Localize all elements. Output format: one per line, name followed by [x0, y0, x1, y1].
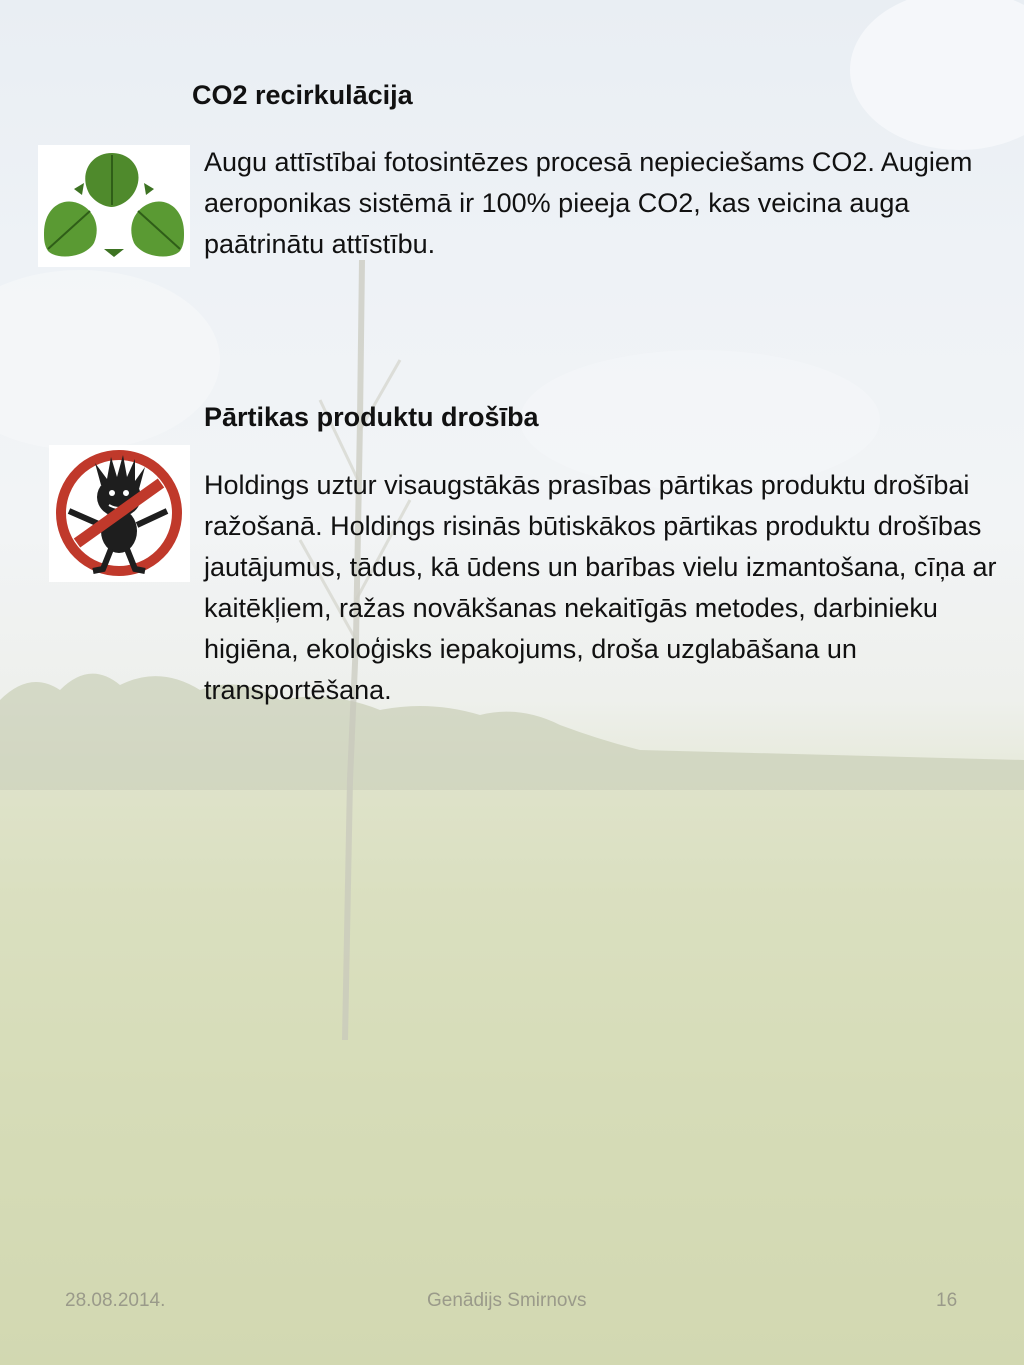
- footer-date: 28.08.2014.: [65, 1290, 166, 1311]
- section-body-co2: Augu attīstībai fotosintēzes procesā nepieciešams CO2. Augiem aeroponikas sistēmā ir 100% pieeja CO2, kas veicina auga paātrinātu attīstību.: [204, 147, 973, 259]
- footer-page-number: 16: [936, 1290, 958, 1311]
- section-title-co2: CO2 recirkulācija: [192, 80, 413, 110]
- no-pests-icon: [49, 445, 190, 582]
- section-title-food-safety: Pārtikas produktu drošība: [204, 402, 539, 432]
- footer-author: Genādijs Smirnovs: [427, 1290, 587, 1311]
- recycle-leaves-icon: [38, 145, 190, 267]
- section-body-food-safety: Holdings uztur visaugstākās prasības pārtikas produktu drošībai ražošanā. Holdings risinās būtiskākos pārtikas produktu drošības jautājumus, tādus, kā ūdens un barības vielu izmantošana, cīņa ar kaitēkļiem, ražas novākšanas nekaitīgās metodes, darbinieku higiēna, ekoloģisks iepakojums, droša uzglabāšana un transportēšana.: [204, 470, 997, 705]
